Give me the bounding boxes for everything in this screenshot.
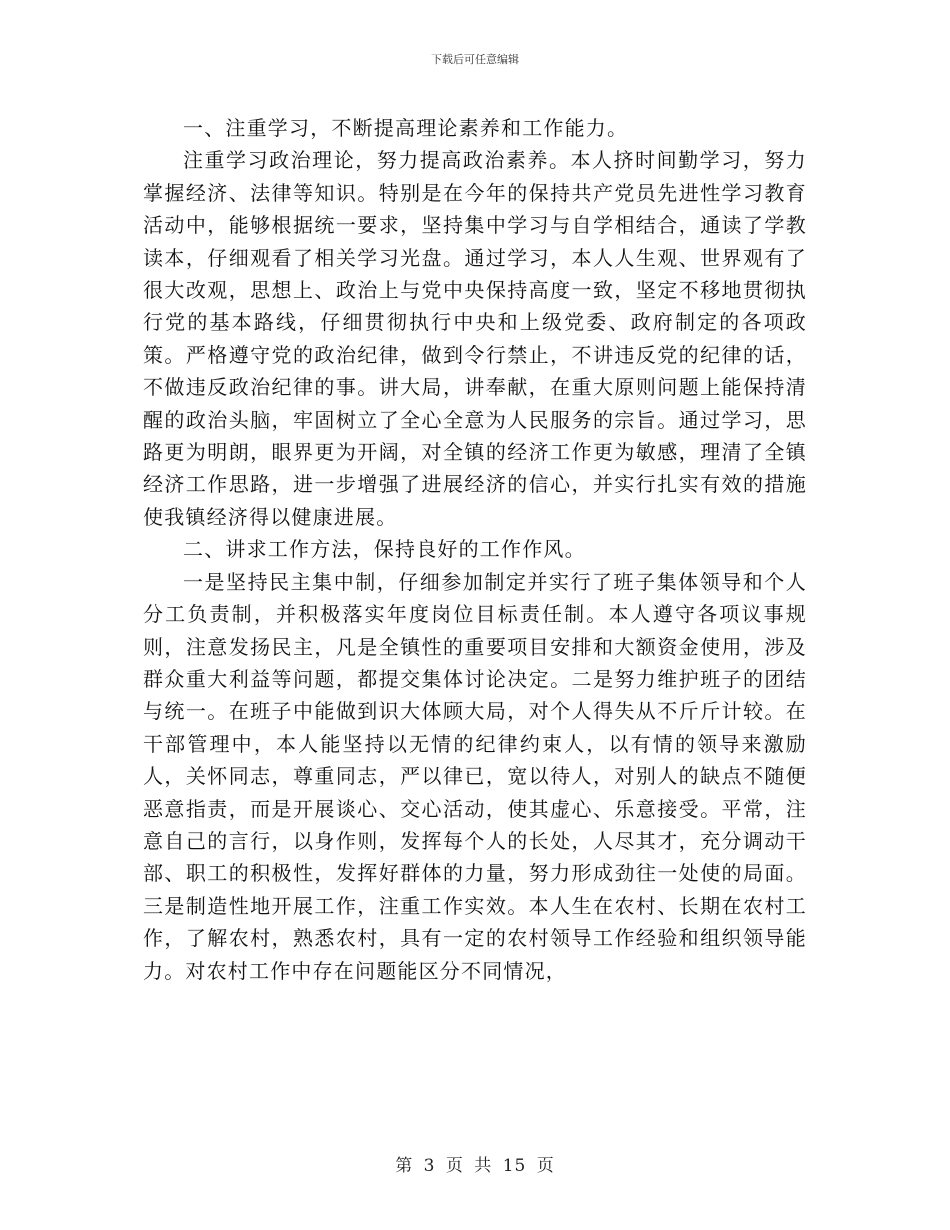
body-paragraph-1: 注重学习政治理论，努力提高政治素养。本人挤时间勤学习，努力掌握经济、法律等知识。特别是在今年的保持共产党员先进性学习教育活动中，能够根据统一要求，坚持集中学习与自学相结合，通读了学教读本，仔细观看了相关学习光盘。通过学习，本人人生观、世界观有了很大改观，思想上、政治上与党中央保持高度一致，坚定不移地贯彻执行党的基本路线，仔细贯彻执行中央和上级党委、政府制定的各项政策。严格遵守党的政治纪律，做到令行禁止，不讲违反党的纪律的话，不做违反政治纪律的事。讲大局，讲奉献，在重大原则问题上能保持清醒的政治头脑，牢固树立了全心全意为人民服务的宗旨。通过学习，思路更为明朗，眼界更为开阔，对全镇的经济工作更为敏感，理清了全镇经济工作思路，进一步增强了进展经济的信心，并实行扎实有效的措施使我镇经济得以健康进展。 [143,148,807,529]
page-number-footer: 第 3 页 共 15 页 [395,1156,555,1176]
section-heading-1: 一、注重学习，不断提高理论素养和工作能力。 [183,116,629,140]
body-paragraph-2: 一是坚持民主集中制，仔细参加制定并实行了班子集体领导和个人分工负责制，并积极落实年度岗位目标责任制。本人遵守各项议事规则，注意发扬民主，凡是全镇性的重要项目安排和大额资金使用，涉及群众重大利益等问题，都提交集体讨论决定。二是努力维护班子的团结与统一。在班子中能做到识大体顾大局，对个人得失从不斤斤计较。在干部管理中，本人能坚持以无情的纪律约束人，以有情的领导来激励人，关怀同志，尊重同志，严以律已，宽以待人，对别人的缺点不随便恶意指责，而是开展谈心、交心活动，使其虚心、乐意接受。平常，注意自己的言行，以身作则，发挥每个人的长处，人尽其才，充分调动干部、职工的积极性，发挥好群体的力量，努力形成劲往一处使的局面。三是制造性地开展工作，注重工作实效。本人生在农村、长期在农村工作，了解农村，熟悉农村，具有一定的农村领导工作经验和组织领导能力。对农村工作中存在问题能区分不同情况， [143,569,807,983]
page-header-note: 下载后可任意编辑 [431,53,519,66]
section-heading-2: 二、讲求工作方法，保持良好的工作作风。 [183,537,586,562]
document-body [143,112,807,987]
